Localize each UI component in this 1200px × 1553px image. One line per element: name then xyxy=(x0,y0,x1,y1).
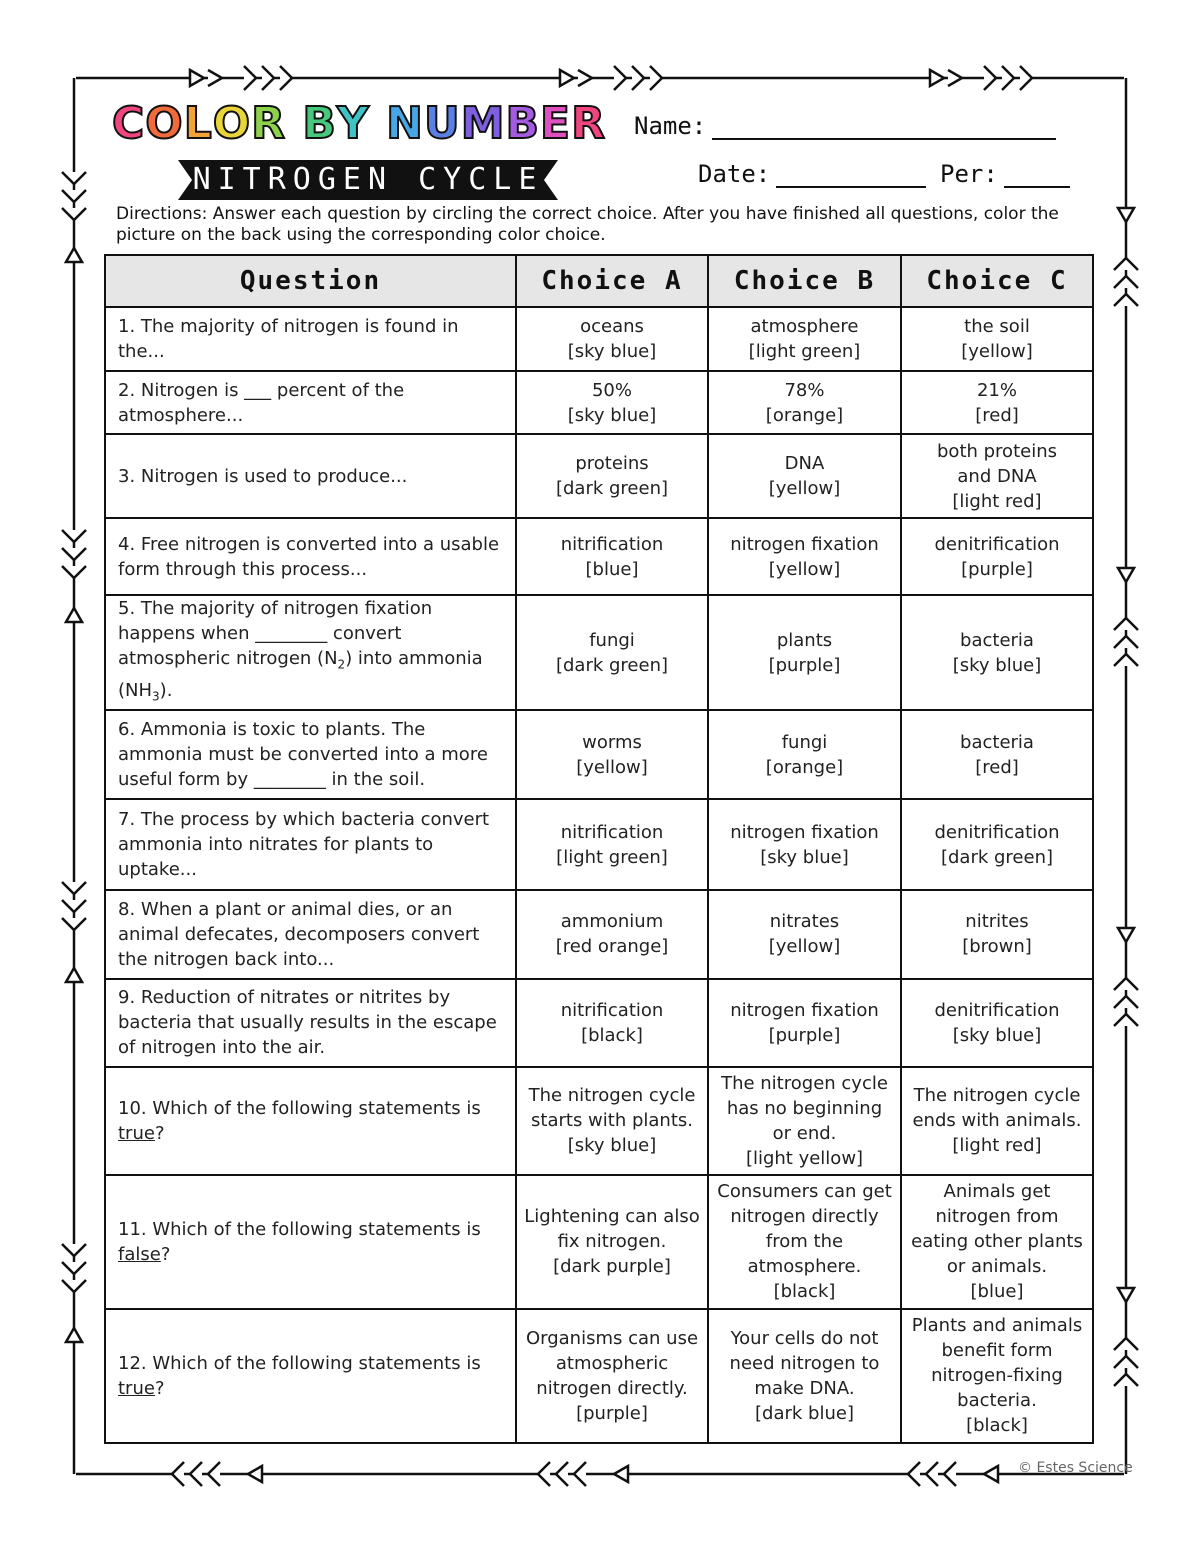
name-field[interactable] xyxy=(634,112,1056,140)
question-cell: 7. The process by which bacteria convert ammonia into nitrates for plants to uptake... xyxy=(105,799,516,889)
choice-a-cell[interactable]: ammonium [red orange] xyxy=(516,890,708,979)
question-cell: 6. Ammonia is toxic to plants. The ammonia must be converted into a more useful form by ________ in the soil. xyxy=(105,710,516,799)
question-cell: 3. Nitrogen is used to produce... xyxy=(105,434,516,518)
choice-b-cell[interactable]: nitrogen fixation [yellow] xyxy=(708,518,901,595)
question-cell xyxy=(105,1067,516,1175)
table-row xyxy=(105,890,1093,979)
title-letter: R xyxy=(251,98,287,149)
choice-c-cell[interactable]: bacteria [red] xyxy=(901,710,1093,799)
choice-a-cell[interactable]: fungi [dark green] xyxy=(516,595,708,710)
choice-c-cell[interactable]: nitrites [brown] xyxy=(901,890,1093,979)
header-choice-c: Choice C xyxy=(901,255,1093,307)
question-table xyxy=(104,254,1094,1444)
choice-b-cell[interactable]: atmosphere [light green] xyxy=(708,307,901,371)
header-choice-a: Choice A xyxy=(516,255,708,307)
choice-c-cell[interactable]: both proteins and DNA [light red] xyxy=(901,434,1093,518)
question-text: ). xyxy=(159,679,173,701)
choice-c-cell[interactable]: bacteria [sky blue] xyxy=(901,595,1093,710)
title-letter: O xyxy=(212,98,252,149)
table-row xyxy=(105,518,1093,595)
header-choice-b: Choice B xyxy=(708,255,901,307)
copyright: © Estes Science xyxy=(1018,1460,1133,1476)
question-cell xyxy=(105,1309,516,1443)
title-letter: Y xyxy=(336,98,370,149)
choice-b-cell[interactable]: nitrates [yellow] xyxy=(708,890,901,979)
choice-a-cell[interactable]: 50% [sky blue] xyxy=(516,371,708,434)
choice-b-cell[interactable]: nitrogen fixation [purple] xyxy=(708,979,901,1067)
table-row xyxy=(105,799,1093,889)
choice-c-cell[interactable]: the soil [yellow] xyxy=(901,307,1093,371)
subscript: 2 xyxy=(337,657,346,672)
title-letter: M xyxy=(460,98,506,149)
choice-b-cell[interactable]: Consumers can get nitrogen directly from the atmosphere. [black] xyxy=(708,1175,901,1309)
question-text: 12. Which of the following statements is xyxy=(118,1352,481,1374)
choice-c-cell[interactable]: The nitrogen cycle ends with animals. [light red] xyxy=(901,1067,1093,1175)
table-row xyxy=(105,371,1093,434)
choice-a-cell[interactable]: oceans [sky blue] xyxy=(516,307,708,371)
choice-a-cell[interactable]: The nitrogen cycle starts with plants. [sky blue] xyxy=(516,1067,708,1175)
per-label: Per: xyxy=(940,160,998,188)
title-letter: R xyxy=(571,98,606,149)
title-letter: O xyxy=(145,98,184,149)
date-label: Date: xyxy=(698,160,771,188)
choice-a-cell[interactable]: Lightening can also fix nitrogen. [dark purple] xyxy=(516,1175,708,1309)
date-field[interactable] xyxy=(698,160,926,188)
question-cell: 4. Free nitrogen is converted into a usable form through this process... xyxy=(105,518,516,595)
choice-c-cell[interactable]: Animals get nitrogen from eating other plants or animals. [blue] xyxy=(901,1175,1093,1309)
emphasis-word: true xyxy=(118,1377,155,1399)
choice-b-cell[interactable]: plants [purple] xyxy=(708,595,901,710)
title-letter: B xyxy=(302,98,337,149)
title-letter: U xyxy=(423,98,461,149)
question-cell: 2. Nitrogen is ___ percent of the atmosphere... xyxy=(105,371,516,434)
question-cell: 1. The majority of nitrogen is found in the... xyxy=(105,307,516,371)
question-cell: 9. Reduction of nitrates or nitrites by bacteria that usually results in the escape of nitrogen into the air. xyxy=(105,979,516,1067)
choice-c-cell[interactable]: denitrification [purple] xyxy=(901,518,1093,595)
subtitle: NITROGEN CYCLE xyxy=(192,162,544,197)
title-letter xyxy=(286,98,302,149)
emphasis-word: false xyxy=(118,1243,161,1265)
subscript: 3 xyxy=(152,689,160,704)
table-row xyxy=(105,1175,1093,1309)
choice-a-cell[interactable]: nitrification [blue] xyxy=(516,518,708,595)
choice-b-cell[interactable]: DNA [yellow] xyxy=(708,434,901,518)
question-text: ? xyxy=(160,1243,171,1265)
choice-c-cell[interactable]: denitrification [sky blue] xyxy=(901,979,1093,1067)
choice-c-cell[interactable]: 21% [red] xyxy=(901,371,1093,434)
choice-a-cell[interactable]: proteins [dark green] xyxy=(516,434,708,518)
date-input-line[interactable] xyxy=(776,162,926,188)
question-text: 5. The majority of nitrogen fixation happens when ________ convert atmospheric nitrogen (N xyxy=(118,598,433,670)
choice-b-cell[interactable]: fungi [orange] xyxy=(708,710,901,799)
choice-b-cell[interactable]: The nitrogen cycle has no beginning or end. [light yellow] xyxy=(708,1067,901,1175)
title-letter: C xyxy=(112,98,146,149)
per-input-line[interactable] xyxy=(1004,162,1070,188)
choice-c-cell[interactable]: Plants and animals benefit form nitrogen-fixing bacteria. [black] xyxy=(901,1309,1093,1443)
choice-a-cell[interactable]: nitrification [black] xyxy=(516,979,708,1067)
question-cell xyxy=(105,595,516,710)
name-label: Name: xyxy=(634,112,707,140)
name-input-line[interactable] xyxy=(712,114,1056,140)
table-row xyxy=(105,595,1093,710)
table-header-row xyxy=(105,255,1093,307)
title-letter: B xyxy=(505,98,541,149)
choice-b-cell[interactable]: nitrogen fixation [sky blue] xyxy=(708,799,901,889)
title-letter: L xyxy=(183,98,213,149)
question-text: 10. Which of the following statements is xyxy=(118,1097,481,1119)
title-letter: E xyxy=(540,98,572,149)
table-row xyxy=(105,434,1093,518)
table-row xyxy=(105,710,1093,799)
page-title xyxy=(112,98,606,149)
question-cell: 8. When a plant or animal dies, or an animal defecates, decomposers convert the nitrogen back into... xyxy=(105,890,516,979)
question-text: ? xyxy=(154,1122,165,1144)
table-row xyxy=(105,1309,1093,1443)
table-row xyxy=(105,979,1093,1067)
table-row xyxy=(105,1067,1093,1175)
question-text: 11. Which of the following statements is xyxy=(118,1218,481,1240)
choice-a-cell[interactable]: Organisms can use atmospheric nitrogen directly. [purple] xyxy=(516,1309,708,1443)
title-letter xyxy=(370,98,386,149)
directions: Directions: Answer each question by circling the correct choice. After you have finished all questions, color the picture on the back using the corresponding color choice. xyxy=(116,204,1059,245)
choice-b-cell[interactable]: 78% [orange] xyxy=(708,371,901,434)
question-cell xyxy=(105,1175,516,1309)
table-row xyxy=(105,307,1093,371)
emphasis-word: true xyxy=(118,1122,155,1144)
choice-a-cell[interactable]: worms [yellow] xyxy=(516,710,708,799)
choice-a-cell[interactable]: nitrification [light green] xyxy=(516,799,708,889)
title-letter: N xyxy=(386,98,424,149)
choice-b-cell[interactable]: Your cells do not need nitrogen to make DNA. [dark blue] xyxy=(708,1309,901,1443)
per-field[interactable] xyxy=(940,160,1070,188)
question-text: ? xyxy=(154,1377,165,1399)
question-text: ) into ammonia (NH xyxy=(118,648,483,701)
header-question: Question xyxy=(105,255,516,307)
choice-c-cell[interactable]: denitrification [dark green] xyxy=(901,799,1093,889)
